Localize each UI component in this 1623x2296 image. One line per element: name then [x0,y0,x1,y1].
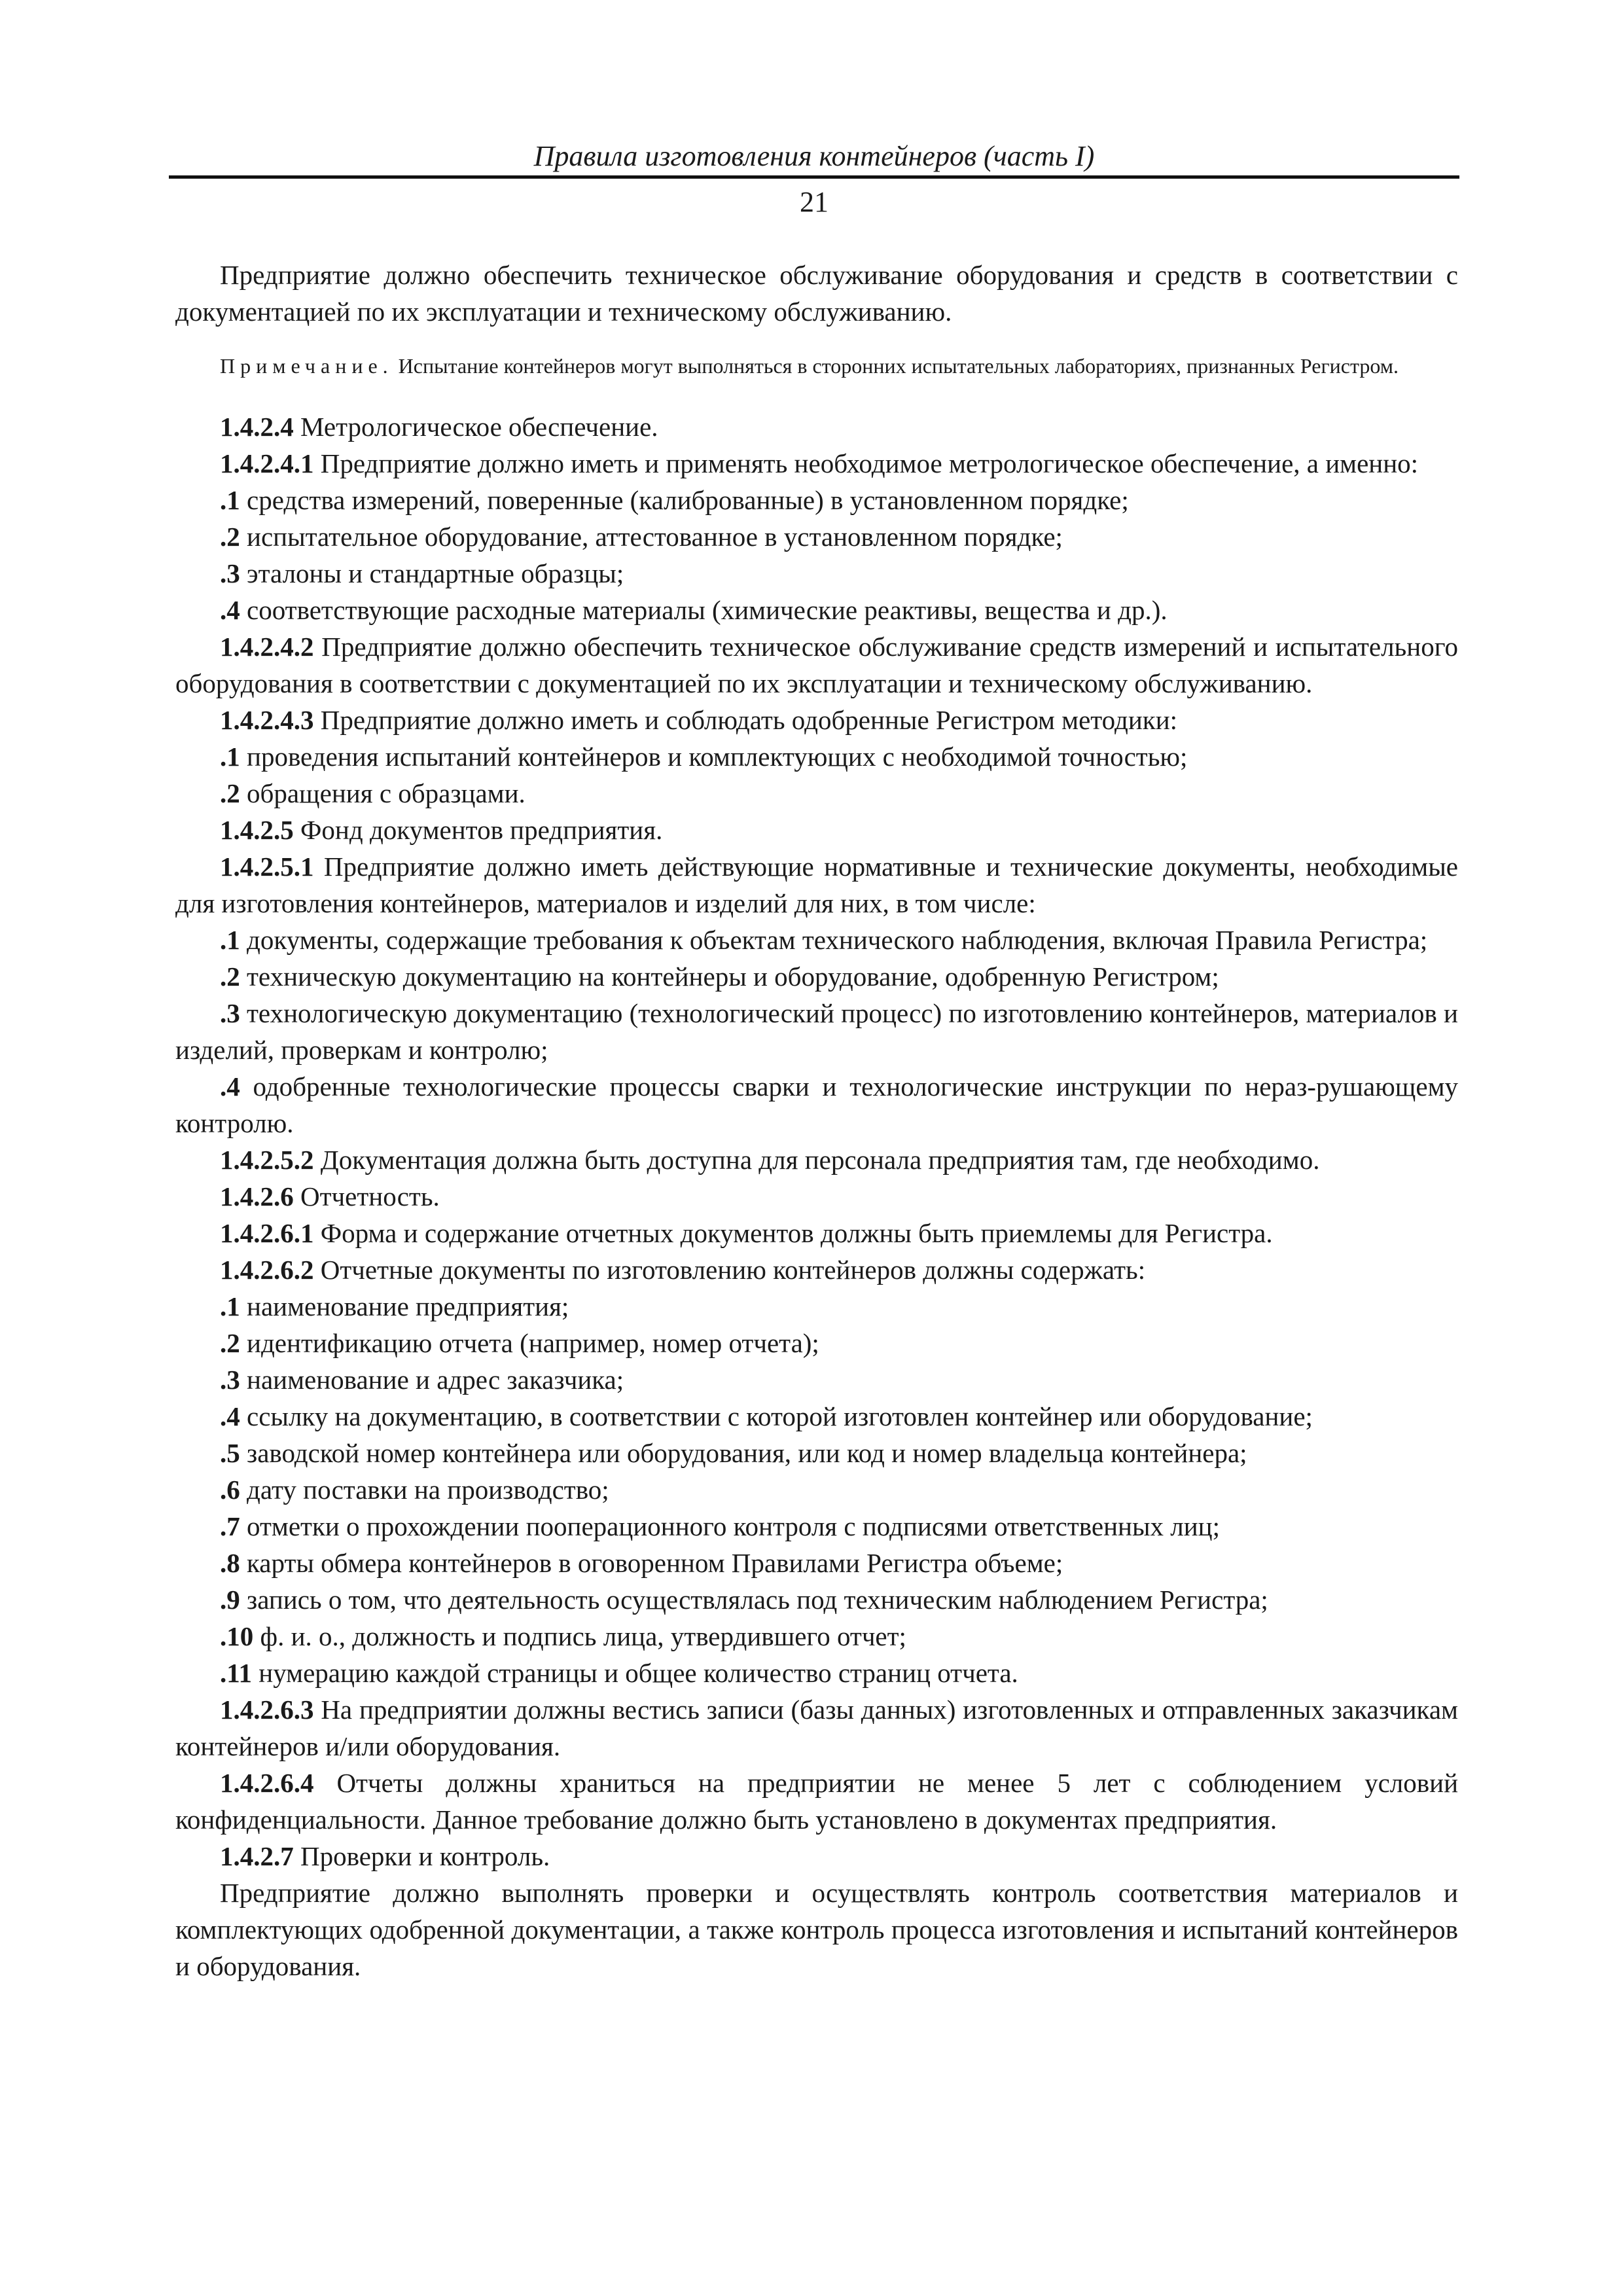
list-item-text: нумерацию каждой страницы и общее количество страниц отчета. [259,1658,1018,1688]
clause-text: Предприятие должно обеспечить техническое обслуживание средств измерений и испытательного оборудования в соответствии с документацией по их эксплуатации и техническому обслуживанию. [175,632,1458,698]
list-item [175,1398,1458,1435]
list-item-number: .1 [220,1291,240,1321]
clause-text: Предприятие должно иметь действующие нормативные и технические документы, необходимые для изготовления контейнеров, материалов и изделий для них, в том числе: [175,852,1458,918]
clause-paragraph [175,1178,1458,1215]
note [175,352,1458,380]
list-item-text: запись о том, что деятельность осуществлялась под техническим наблюдением Регистра; [247,1585,1268,1615]
body-text [175,257,1458,1984]
clause-number: 1.4.2.4.2 [220,632,314,662]
clause-text: Отчетность. [300,1181,440,1211]
list-item-number: .3 [220,998,240,1028]
clause-text: Форма и содержание отчетных документов должны быть приемлемы для Регистра. [320,1218,1273,1248]
clause-number: 1.4.2.5.1 [220,852,314,882]
list-item-text: эталоны и стандартные образцы; [247,558,624,588]
closing-text: Предприятие должно выполнять проверки и осуществлять контроль соответствия материалов и комплектующих одобренной документации, а также контроль процесса изготовления и испытаний контейнеров и оборудования. [175,1878,1458,1981]
list-item-number: .3 [220,558,240,588]
list-item-text: карты обмера контейнеров в оговоренном Правилами Регистра объеме; [247,1548,1063,1578]
clause-number: 1.4.2.4 [220,412,294,442]
running-header: Правила изготовления контейнеров (часть I) [533,140,1095,172]
clause-number: 1.4.2.6.1 [220,1218,314,1248]
intro-paragraph: Предприятие должно обеспечить техническое обслуживание оборудования и средств в соответствии с документацией по их эксплуатации и техническому обслуживанию. [175,260,1458,327]
clause-paragraph [175,1215,1458,1251]
clause-number: 1.4.2.6.4 [220,1768,314,1798]
clause-paragraph [175,1838,1458,1874]
list-item-number: .2 [220,522,240,552]
list-item [175,1361,1458,1398]
list-item-text: заводской номер контейнера или оборудования, или код и номер владельца контейнера; [247,1438,1247,1468]
list-item-text: средства измерений, поверенные (калиброванные) в установленном порядке; [247,485,1129,515]
list-item [175,1288,1458,1325]
list-item [175,1325,1458,1361]
clause-text: Отчеты должны храниться на предприятии не менее 5 лет с соблюдением условий конфиденциальности. Данное требование должно быть установлено в документах предприятия. [175,1768,1459,1835]
clause-text: Предприятие должно иметь и применять необходимое метрологическое обеспечение, а именно: [320,448,1419,478]
clause-paragraph [175,1765,1458,1838]
clause-paragraph [175,702,1458,738]
list-item-number: .4 [220,1071,240,1102]
clause-text: На предприятии должны вестись записи (базы данных) изготовленных и отправленных заказчикам контейнеров и/или оборудования. [175,1695,1458,1761]
clause-number: 1.4.2.5 [220,815,294,845]
clause-paragraph [175,1251,1458,1288]
clause-paragraph [175,812,1458,848]
list-item-number: .6 [220,1475,240,1505]
closing-paragraph [175,1874,1458,1984]
clause-number: 1.4.2.6 [220,1181,294,1211]
clause-paragraph [175,445,1458,482]
note-label: Примечание. [220,354,393,378]
list-item [175,1068,1458,1141]
clause-text: Документация должна быть доступна для персонала предприятия там, где необходимо. [320,1145,1320,1175]
list-item-number: .2 [220,961,240,992]
list-item-text: идентификацию отчета (например, номер отчета); [247,1328,819,1358]
list-item-text: наименование предприятия; [247,1291,569,1321]
clause-number: 1.4.2.6.2 [220,1255,314,1285]
list-item-number: .8 [220,1548,240,1578]
list-item-number: .1 [220,485,240,515]
list-item-number: .7 [220,1511,240,1541]
list-item-text: отметки о прохождении пооперационного контроля с подписями ответственных лиц; [247,1511,1221,1541]
list-item [175,1471,1458,1508]
list-item [175,1618,1458,1655]
list-item-text: технологическую документацию (технологический процесс) по изготовлению контейнеров, материалов и изделий, проверкам и контролю; [175,998,1458,1065]
clause-text: Фонд документов предприятия. [300,815,663,845]
clause-paragraph [175,628,1458,702]
page-number: 21 [800,186,829,218]
list-item [175,775,1458,812]
list-item-text: техническую документацию на контейнеры и оборудование, одобренную Регистром; [247,961,1219,992]
clause-number: 1.4.2.4.1 [220,448,314,478]
list-item-number: .11 [220,1658,252,1688]
list-item-number: .3 [220,1365,240,1395]
list-item [175,958,1458,995]
clause-paragraph [175,1141,1458,1178]
list-item [175,738,1458,775]
list-item-text: испытательное оборудование, аттестованное в установленном порядке; [247,522,1063,552]
list-item-text: документы, содержащие требования к объектам технического наблюдения, включая Правила Регистра; [247,925,1428,955]
list-item [175,592,1458,628]
list-item-text: соответствующие расходные материалы (химические реактивы, вещества и др.). [247,595,1168,625]
clause-paragraph [175,848,1458,922]
list-item-number: .2 [220,1328,240,1358]
clause-text: Проверки и контроль. [300,1841,550,1871]
list-item [175,482,1458,518]
clause-paragraph [175,1691,1458,1765]
clause-paragraph [175,408,1458,445]
list-item-number: .4 [220,595,240,625]
clause-number: 1.4.2.4.3 [220,705,314,735]
list-item [175,995,1458,1068]
list-item-text: обращения с образцами. [247,778,526,808]
list-item [175,1581,1458,1618]
list-item-number: .4 [220,1401,240,1431]
list-item-text: ссылку на документацию, в соответствии с которой изготовлен контейнер или оборудование; [247,1401,1313,1431]
list-item-text: наименование и адрес заказчика; [247,1365,624,1395]
list-item-number: .1 [220,925,240,955]
clause-number: 1.4.2.6.3 [220,1695,314,1725]
note-text: Испытание контейнеров могут выполняться в сторонних испытательных лабораториях, признанных Регистром. [398,354,1399,378]
list-item-text: проведения испытаний контейнеров и комплектующих с необходимой точностью; [247,742,1188,772]
list-item-number: .1 [220,742,240,772]
list-item-number: .5 [220,1438,240,1468]
list-item [175,922,1458,958]
list-item [175,1545,1458,1581]
clause-text: Отчетные документы по изготовлению контейнеров должны содержать: [320,1255,1146,1285]
clause-text: Метрологическое обеспечение. [300,412,658,442]
clause-number: 1.4.2.7 [220,1841,294,1871]
list-item-number: .9 [220,1585,240,1615]
list-item [175,1655,1458,1691]
list-item-text: одобренные технологические процессы сварки и технологические инструкции по нераз-рушающему контролю. [175,1071,1459,1138]
clause-text: Предприятие должно иметь и соблюдать одобренные Регистром методики: [320,705,1178,735]
list-item [175,555,1458,592]
list-item [175,1508,1458,1545]
clause-number: 1.4.2.5.2 [220,1145,314,1175]
list-item-text: дату поставки на производство; [247,1475,609,1505]
list-item-text: ф. и. о., должность и подпись лица, утвердившего отчет; [260,1621,906,1651]
list-item-number: .10 [220,1621,254,1651]
list-item-number: .2 [220,778,240,808]
header-rule [169,175,1459,179]
list-item [175,518,1458,555]
list-item [175,1435,1458,1471]
